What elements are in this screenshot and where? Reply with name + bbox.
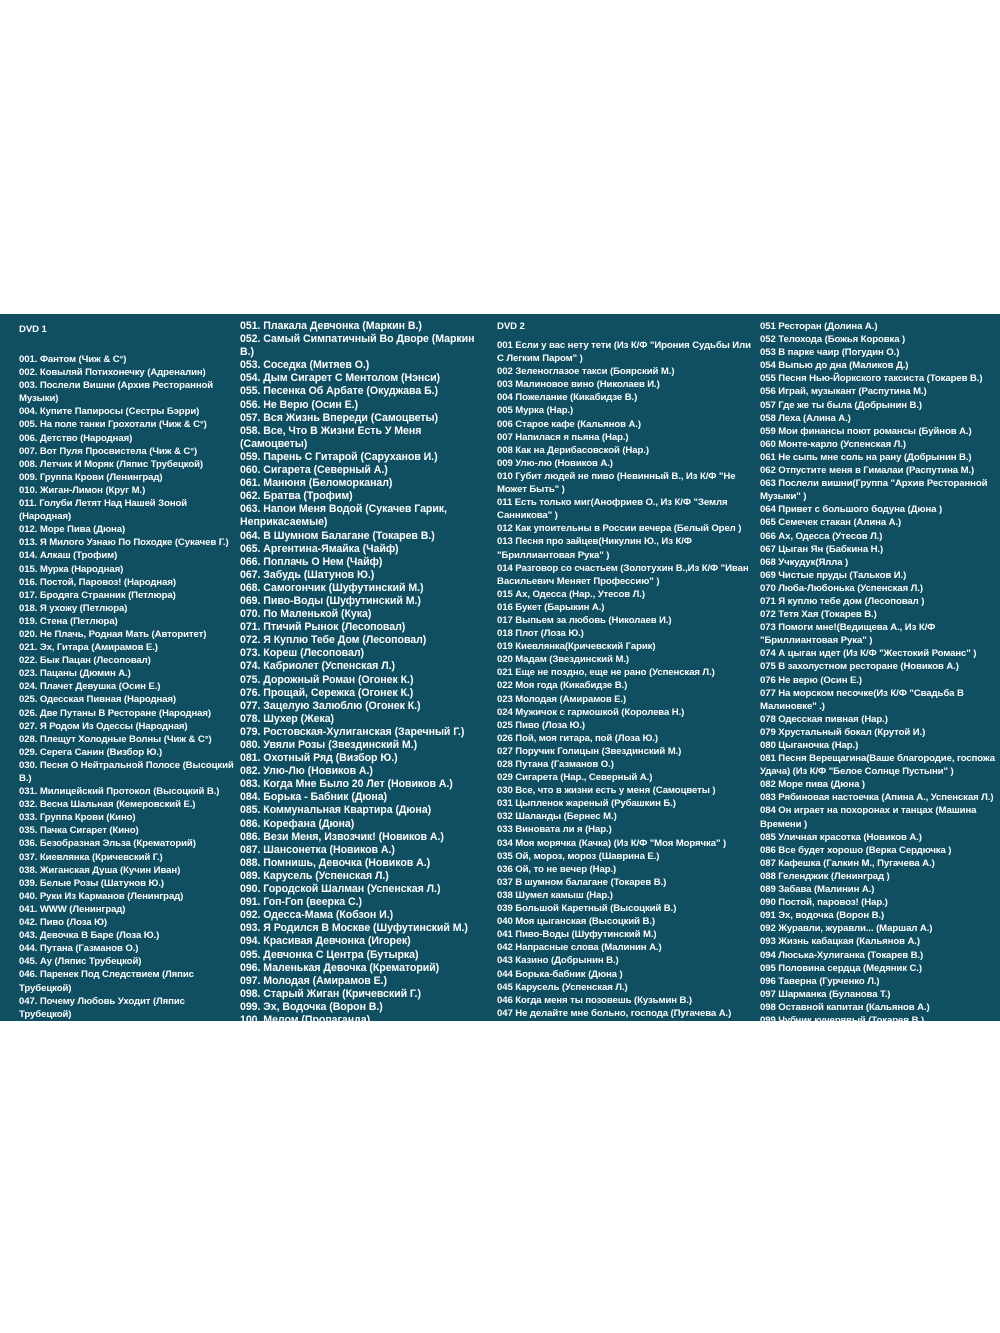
track-item: 049 Пойте, цыгане (Нар.) — [497, 1033, 612, 1045]
track-item: 070 Люба-Любонька (Успенская Л.) — [760, 582, 923, 594]
track-item: 044 Борька-бабник (Дюна ) — [497, 968, 623, 980]
track-item: 095 Половина сердца (Медяник С.) — [760, 962, 922, 974]
track-item: 053 В парке чаир (Погудин О.) — [760, 347, 900, 359]
track-item: 086. Вези Меня, Извозчик! (Новиков А.) — [240, 830, 444, 843]
track-item: 005. На поле танки Грохотали (Чиж & С°) — [19, 419, 207, 431]
track-item: 071 Я куплю тебе дом (Лесоповал ) — [760, 595, 925, 607]
track-item: 026. Две Путаны В Ресторане (Народная) — [19, 707, 211, 719]
track-item: 072 Тетя Хая (Токарев В.) — [760, 609, 877, 621]
track-item: 074. Кабриолет (Успенская Л.) — [240, 660, 395, 673]
track-item: 036. Безобразная Эльза (Крематорий) — [19, 838, 196, 850]
track-item: 073. Кореш (Лесоповал) — [240, 647, 365, 660]
track-item: 053. Соседка (Митяев О.) — [240, 359, 370, 372]
track-item: 092 Журавли, журавли... (Маршал А.) — [760, 923, 933, 935]
track-item: 085. Коммунальная Квартира (Дюна) — [240, 804, 432, 817]
dvd2-track-list-b — [760, 320, 996, 1040]
track-item: 081. Охотный Ряд (Визбор Ю.) — [240, 752, 398, 765]
track-item: 027. Я Родом Из Одессы (Народная) — [19, 720, 188, 732]
track-item: 005 Мурка (Нар.) — [497, 405, 574, 417]
track-item: 030. Песня О Нейтральной Полосе (Высоцкий В.) — [19, 759, 234, 784]
track-item: 013. Я Милого Узнаю По Походке (Сукачев Г.) — [19, 537, 229, 549]
track-list-panel — [0, 314, 1000, 1073]
track-item: 025. Одесская Пивная (Народная) — [19, 694, 176, 706]
track-item: 086 Все будет хорошо (Верка Сердючка ) — [760, 844, 952, 856]
track-item: 076. Прощай, Сережка (Огонек К.) — [240, 686, 414, 699]
track-item: 044. Путана (Газманов О.) — [19, 943, 139, 955]
track-item: 077. Зацелую Залюблю (Огонек К.) — [240, 699, 421, 712]
track-item: 072. Я Куплю Тебе Дом (Лесоповал) — [240, 634, 427, 647]
track-item: 018. Я ухожу (Петлюра) — [19, 602, 128, 614]
track-item: 047 Не делайте мне больно, господа (Пугачева А.) — [497, 1007, 732, 1019]
track-item: 088. Помнишь, Девочка (Новиков А.) — [240, 856, 431, 869]
track-item: 057 Где же ты была (Добрынин В.) — [760, 399, 923, 411]
track-item: 089. Карусель (Успенская Л.) — [240, 869, 389, 882]
track-item: 061 Не сыпь мне соль на рану (Добрынин В.) — [760, 451, 972, 463]
dvd2-column-1 — [497, 314, 752, 1059]
track-item: 050. Блатная Песня (Посвящение Аркадию Северному) (Науменко Майк) — [19, 1047, 220, 1073]
track-item: 002. Ковыляй Потихонечку (Адреналин) — [19, 367, 206, 379]
track-item: 050 Пропадаю я (Успенская Л.) — [497, 1047, 641, 1059]
track-item: 021 Еще не поздно, еще не рано (Успенская Л.) — [497, 667, 715, 679]
track-item: 096. Маленькая Девочка (Крематорий) — [240, 961, 440, 974]
track-item: 068. Самогончик (Шуфутинский М.) — [240, 581, 424, 594]
track-item: 074 А цыган идет (Из К/Ф "Жестокий Романс" ) — [760, 648, 977, 660]
track-item: 063. Напои Меня Водой (Сукачев Гарик, Неприкасаемые) — [240, 503, 447, 529]
track-item: 060 Монте-карло (Успенская Л.) — [760, 438, 906, 450]
track-item: 045 Карусель (Успенская Л.) — [497, 981, 628, 993]
track-item: 060. Сигарета (Северный А.) — [240, 464, 388, 477]
track-item: 093 Жизнь кабацкая (Кальянов А.) — [760, 936, 920, 948]
track-item: 079. Ростовская-Хулиганская (Заречный Г.) — [240, 725, 465, 738]
track-item: 008 Как на Дерибасовской (Нар.) — [497, 444, 649, 456]
track-item: 088 Геленджик (Ленинград ) — [760, 870, 890, 882]
track-item: 017. Бродяга Странник (Петлюра) — [19, 589, 176, 601]
track-item: 066. Поплачь О Нем (Чайф) — [240, 555, 383, 568]
track-item: 052. Самый Симпатичный Во Дворе (Маркин В.) — [240, 333, 475, 359]
track-item: 054 Выпью до дна (Маликов Д.) — [760, 360, 909, 372]
track-item: 063 Послели вишни(Группа "Архив Ресторанной Музыки" ) — [760, 478, 988, 503]
track-item: 083 Рябиновая настоечка (Апина А., Успенская Л.) — [760, 792, 994, 804]
track-item: 051 Ресторан (Долина А.) — [760, 321, 878, 332]
track-item: 070. По Маленькой (Кука) — [240, 608, 372, 621]
track-item: 080 Цыганочка (Нар.) — [760, 740, 859, 751]
track-item: 034 Моя морячка (Качка) (Из К/Ф "Моя Морячка" ) — [497, 837, 727, 849]
track-item: 033. Группа Крови (Кино) — [19, 812, 136, 824]
track-item: 015. Мурка (Народная) — [19, 563, 124, 575]
track-item: 081 Песня Верещагина(Ваше благородие, госпожа Удача) (Из К/Ф "Белое Солнце Пустыни" ) — [760, 753, 995, 778]
track-item: 041. WWW (Ленинград) — [19, 903, 126, 915]
track-item: 025 Пиво (Лоза Ю.) — [497, 719, 586, 731]
track-item: 009 Улю-лю (Новиков А.) — [497, 457, 613, 469]
track-item: 046. Паренек Под Следствием (Ляпис Трубецкой) — [19, 969, 194, 994]
track-item: 042. Пиво (Лоза Ю) — [19, 917, 108, 929]
track-item: 099. Эх, Водочка (Ворон В.) — [240, 1000, 383, 1013]
dvd2-column-2 — [760, 314, 996, 1040]
track-item: 031 Цыпленок жареный (Рубашкин Б.) — [497, 798, 676, 810]
track-item: 032 Шаланды (Бернес М.) — [497, 811, 617, 823]
track-item: 007 Напилася я пьяна (Нар.) — [497, 431, 629, 443]
dvd2-title: DVD 2 — [497, 321, 525, 332]
track-item: 071. Птичий Рынок (Лесоповал) — [240, 621, 406, 634]
track-item: 037. Киевлянка (Кричевский Г.) — [19, 851, 163, 863]
track-item: 084. Борька - Бабник (Дюна) — [240, 791, 388, 804]
track-item: 087 Кафешка (Галкин М., Пугачева А.) — [760, 857, 935, 869]
dvd1-track-list-a — [19, 353, 234, 1073]
track-item: 024 Мужичок с гармошкой (Королева Н.) — [497, 706, 685, 718]
track-item: 003 Малиновое вино (Николаев И.) — [497, 379, 660, 391]
track-item: 035 Ой, мороз, мороз (Шаврина Е.) — [497, 850, 660, 862]
track-item: 069. Пиво-Воды (Шуфутинский М.) — [240, 594, 421, 607]
track-item: 078. Шухер (Жека) — [240, 712, 335, 725]
track-item: 023 Молодая (Амирамов Е.) — [497, 693, 627, 705]
track-item: 069 Чистые пруды (Тальков И.) — [760, 569, 907, 581]
track-item: 086. Корефана (Дюна) — [240, 817, 355, 830]
track-item: 030 Все, что в жизни есть у меня (Самоцветы ) — [497, 785, 716, 797]
track-item: 097. Молодая (Амирамов Е.) — [240, 974, 388, 987]
track-item: 077 На морском песочке(Из К/Ф "Свадьба В Малиновке" .) — [760, 687, 964, 712]
track-item: 007. Вот Пуля Просвистела (Чиж & С°) — [19, 445, 198, 457]
track-item: 062. Братва (Трофим) — [240, 490, 353, 503]
track-item: 065 Семечек стакан (Алина А.) — [760, 517, 902, 529]
track-item: 019 Киевлянка(Кричевский Гарик) — [497, 641, 656, 653]
track-item: 093. Я Родился В Москве (Шуфутинский М.) — [240, 922, 468, 935]
track-item: 098. Старый Жиган (Кричевский Г.) — [240, 987, 421, 1000]
track-item: 048 Погода в доме (Долина А.) — [497, 1020, 640, 1032]
track-item: 016 Букет (Барыкин А.) — [497, 601, 605, 613]
track-item: 098 Оставной капитан (Кальянов А.) — [760, 1001, 930, 1013]
track-item: 100 Дорожная (Сукачев Г.) — [760, 1028, 882, 1040]
track-item: 001 Если у вас нету тети (Из К/Ф "Ирония Судьбы Или С Легким Паром" ) — [497, 340, 751, 365]
track-item: 090 Постой, паровоз! (Нар.) — [760, 897, 888, 909]
dvd1-column-1 — [19, 314, 234, 1073]
track-item: 092. Одесса-Мама (Кобзон И.) — [240, 909, 394, 922]
track-item: 017 Выпьем за любовь (Николаев И.) — [497, 614, 672, 626]
dvd1-track-list-b — [240, 320, 490, 1027]
track-item: 015 Ах, Одесса (Нар., Утесов Л.) — [497, 588, 645, 600]
track-item: 019. Стена (Петлюра) — [19, 615, 118, 627]
track-item: 055 Песня Нью-Йоркского таксиста (Токарев В.) — [760, 373, 983, 385]
track-item: 043. Девочка В Баре (Лоза Ю.) — [19, 930, 160, 942]
track-item: 057. Вся Жизнь Впереди (Самоцветы) — [240, 411, 438, 424]
track-item: 042 Напрасные слова (Малинин А.) — [497, 942, 662, 954]
track-item: 028. Плещут Холодные Волны (Чиж & С°) — [19, 733, 212, 745]
track-item: 040 Моя цыганская (Высоцкий В.) — [497, 916, 655, 928]
track-item: 036 Ой, то не вечер (Нар.) — [497, 863, 617, 875]
track-item: 084 Он играет на похоронах и танцах (Машина Времени ) — [760, 805, 977, 830]
track-item: 055. Песенка Об Арбате (Окуджава Б.) — [240, 385, 439, 398]
track-item: 029. Серега Санин (Визбор Ю.) — [19, 746, 163, 758]
track-item: 065. Аргентина-Ямайка (Чайф) — [240, 542, 399, 555]
track-item: 075 В захолустном ресторане (Новиков А.) — [760, 661, 959, 673]
track-item: 004. Купите Папиросы (Сестры Бэрри) — [19, 406, 200, 418]
track-item: 001. Фантом (Чиж & С°) — [19, 354, 127, 365]
track-item: 012. Море Пива (Дюна) — [19, 524, 126, 536]
track-item: 061. Манюня (Беломорканал) — [240, 477, 393, 490]
track-item: 085 Уличная красотка (Новиков А.) — [760, 831, 922, 843]
track-item: 029 Сигарета (Нар., Северный А.) — [497, 772, 653, 784]
track-item: 047. Почему Любовь Уходит (Ляпис Трубецкой) — [19, 995, 185, 1020]
track-item: 037 В шумном балагане (Токарев В.) — [497, 876, 667, 888]
track-item: 012 Как упоительны в России вечера (Белый Орел ) — [497, 523, 742, 535]
track-item: 095. Девчонка С Центра (Бутырка) — [240, 948, 419, 961]
track-item: 058. Все, Что В Жизни Есть У Меня (Самоцветы) — [240, 424, 422, 450]
track-item: 004 Пожелание (Кикабидзе В.) — [497, 392, 638, 404]
track-item: 049. Петька Морячок (Ляпис Трубецкой) — [19, 1034, 205, 1046]
track-item: 059 Мои финансы поют романсы (Буйнов А.) — [760, 425, 972, 437]
track-item: 035. Пачка Сигарет (Кино) — [19, 825, 139, 837]
track-item: 094 Люська-Хулиганка (Токарев В.) — [760, 949, 924, 961]
track-item: 067 Цыган Ян (Бабкина Н.) — [760, 543, 884, 555]
track-item: 038. Жиганская Душа (Кучин Иван) — [19, 864, 181, 876]
track-item: 045. Ау (Ляпис Трубецкой) — [19, 956, 142, 968]
track-item: 076 Не верю (Осин Е.) — [760, 674, 862, 686]
track-item: 022 Моя года (Кикабидзе В.) — [497, 680, 628, 692]
track-item: 097 Шарманка (Буланова Т.) — [760, 988, 891, 1000]
track-item: 064. В Шумном Балагане (Токарев В.) — [240, 529, 435, 542]
track-item: 056. Не Верю (Осин Е.) — [240, 398, 359, 411]
track-item: 051. Плакала Девчонка (Маркин В.) — [240, 320, 422, 332]
track-item: 091 Эх, водочка (Ворон В.) — [760, 910, 885, 922]
track-item: 048. Пастушок (Ляпис Трубецкой) — [19, 1021, 175, 1033]
track-item: 094. Красивая Девчонка (Игорек) — [240, 935, 411, 948]
track-item: 027 Поручик Голицын (Звездинский М.) — [497, 745, 682, 757]
track-item: 082 Море пива (Дюна ) — [760, 779, 865, 791]
track-item: 038 Шумел камыш (Нар.) — [497, 889, 613, 901]
track-item: 054. Дым Сигарет С Ментолом (Нэнси) — [240, 372, 441, 385]
track-item: 013 Песня про зайцев(Никулин Ю., Из К/Ф "Бриллиантовая Рука" ) — [497, 536, 692, 561]
track-item: 080. Увяли Розы (Звездинский М.) — [240, 739, 418, 751]
track-item: 041 Пиво-Воды (Шуфутинский М.) — [497, 929, 657, 941]
track-item: 052 Телохода (Божья Коровка ) — [760, 334, 906, 346]
track-item: 100. Мелом (Пропаганда) — [240, 1013, 371, 1026]
track-item: 089 Забава (Малинин А.) — [760, 884, 875, 896]
track-item: 078 Одесская пивная (Нар.) — [760, 713, 888, 725]
track-item: 022. Бык Пацан (Лесоповал) — [19, 655, 151, 667]
track-item: 062 Отпустите меня в Гималаи (Распутина М.) — [760, 465, 975, 477]
track-item: 023. Пацаны (Дюмин А.) — [19, 668, 131, 680]
track-item: 020. Не Плачь, Родная Мать (Авторитет) — [19, 628, 207, 640]
dvd2-track-list-a — [497, 339, 752, 1059]
track-item: 011 Есть только миг(Анофриев О., Из К/Ф "Земля Санникова" ) — [497, 497, 728, 522]
track-item: 079 Хрустальный бокал (Крутой И.) — [760, 726, 926, 738]
track-item: 075. Дорожный Роман (Огонек К.) — [240, 673, 414, 686]
track-item: 010 Губит людей не пиво (Невинный В., Из К/Ф "Не Может Быть" ) — [497, 470, 736, 496]
track-item: 014 Разговор со счастьем (Золотухин В.,Из К/Ф "Иван Васильевич Меняет Профессию" ) — [497, 562, 749, 587]
track-item: 008. Летчик И Моряк (Ляпис Трубецкой) — [19, 458, 203, 470]
track-item: 003. Послели Вишни (Архив Ресторанной Музыки) — [19, 380, 214, 405]
track-item: 082. Улю-Лю (Новиков А.) — [240, 765, 373, 778]
track-item: 006 Старое кафе (Кальянов А.) — [497, 418, 641, 430]
track-item: 010. Жиган-Лимон (Круг М.) — [19, 484, 146, 496]
track-item: 024. Плачет Девушка (Осин Е.) — [19, 681, 161, 693]
track-item: 026 Пой, моя гитара, пой (Лоза Ю.) — [497, 732, 658, 744]
track-item: 073 Помоги мне!(Ведищева А., Из К/Ф "Бриллиантовая Рука" ) — [760, 622, 936, 647]
track-item: 066 Ах, Одесса (Утесов Л.) — [760, 530, 883, 542]
track-item: 009. Группа Крови (Ленинград) — [19, 471, 163, 483]
track-item: 018 Плот (Лоза Ю.) — [497, 628, 584, 640]
track-item: 021. Эх, Гитара (Амирамов Е.) — [19, 642, 158, 654]
track-item: 028 Путана (Газманов О.) — [497, 759, 614, 770]
track-item: 096 Таверна (Гурченко Л.) — [760, 975, 880, 987]
track-item: 099 Чубчик кучерявый (Токарев В.) — [760, 1014, 925, 1026]
track-item: 020 Мадам (Звездинский М.) — [497, 654, 630, 666]
track-item: 091. Гоп-Гоп (веерка С.) — [240, 896, 362, 909]
track-item: 040. Руки Из Карманов (Ленинград) — [19, 890, 184, 902]
track-item: 058 Леха (Алина А.) — [760, 412, 851, 424]
track-item: 016. Постой, Паровоз! (Народная) — [19, 576, 176, 588]
track-item: 043 Казино (Добрынин В.) — [497, 955, 619, 967]
track-item: 006. Детство (Народная) — [19, 432, 133, 444]
track-item: 087. Шансонетка (Новиков А.) — [240, 843, 395, 856]
track-item: 002 Зеленоглазое такси (Боярский М.) — [497, 366, 675, 378]
track-item: 039 Большой Каретный (Высоцкий В.) — [497, 903, 677, 915]
track-item: 014. Алкаш (Трофим) — [19, 550, 118, 562]
track-item: 011. Голуби Летят Над Нашей Зоной (Народная) — [19, 498, 188, 523]
track-item: 090. Городской Шалман (Успенская Л.) — [240, 883, 441, 896]
track-item: 032. Весна Шальная (Кемеровский Е.) — [19, 799, 196, 811]
track-item: 031. Милицейский Протокол (Высоцкий В.) — [19, 786, 220, 798]
dvd1-column-2 — [240, 314, 490, 1026]
track-item: 056 Играй, музыкант (Распутина М.) — [760, 386, 927, 398]
track-item: 064 Привет с большого бодуна (Дюна ) — [760, 504, 943, 516]
track-item: 083. Когда Мне Было 20 Лет (Новиков А.) — [240, 778, 453, 791]
track-item: 068 Учкудук(Ялла ) — [760, 556, 849, 568]
track-item: 033 Виновата ли я (Нар.) — [497, 824, 612, 836]
track-item: 059. Парень С Гитарой (Саруханов И.) — [240, 450, 438, 463]
track-item: 046 Когда меня ты позовешь (Кузьмин В.) — [497, 994, 693, 1006]
track-item: 039. Белые Розы (Шатунов Ю.) — [19, 877, 164, 889]
dvd1-title: DVD 1 — [19, 324, 47, 335]
track-item: 067. Забудь (Шатунов Ю.) — [240, 568, 375, 581]
